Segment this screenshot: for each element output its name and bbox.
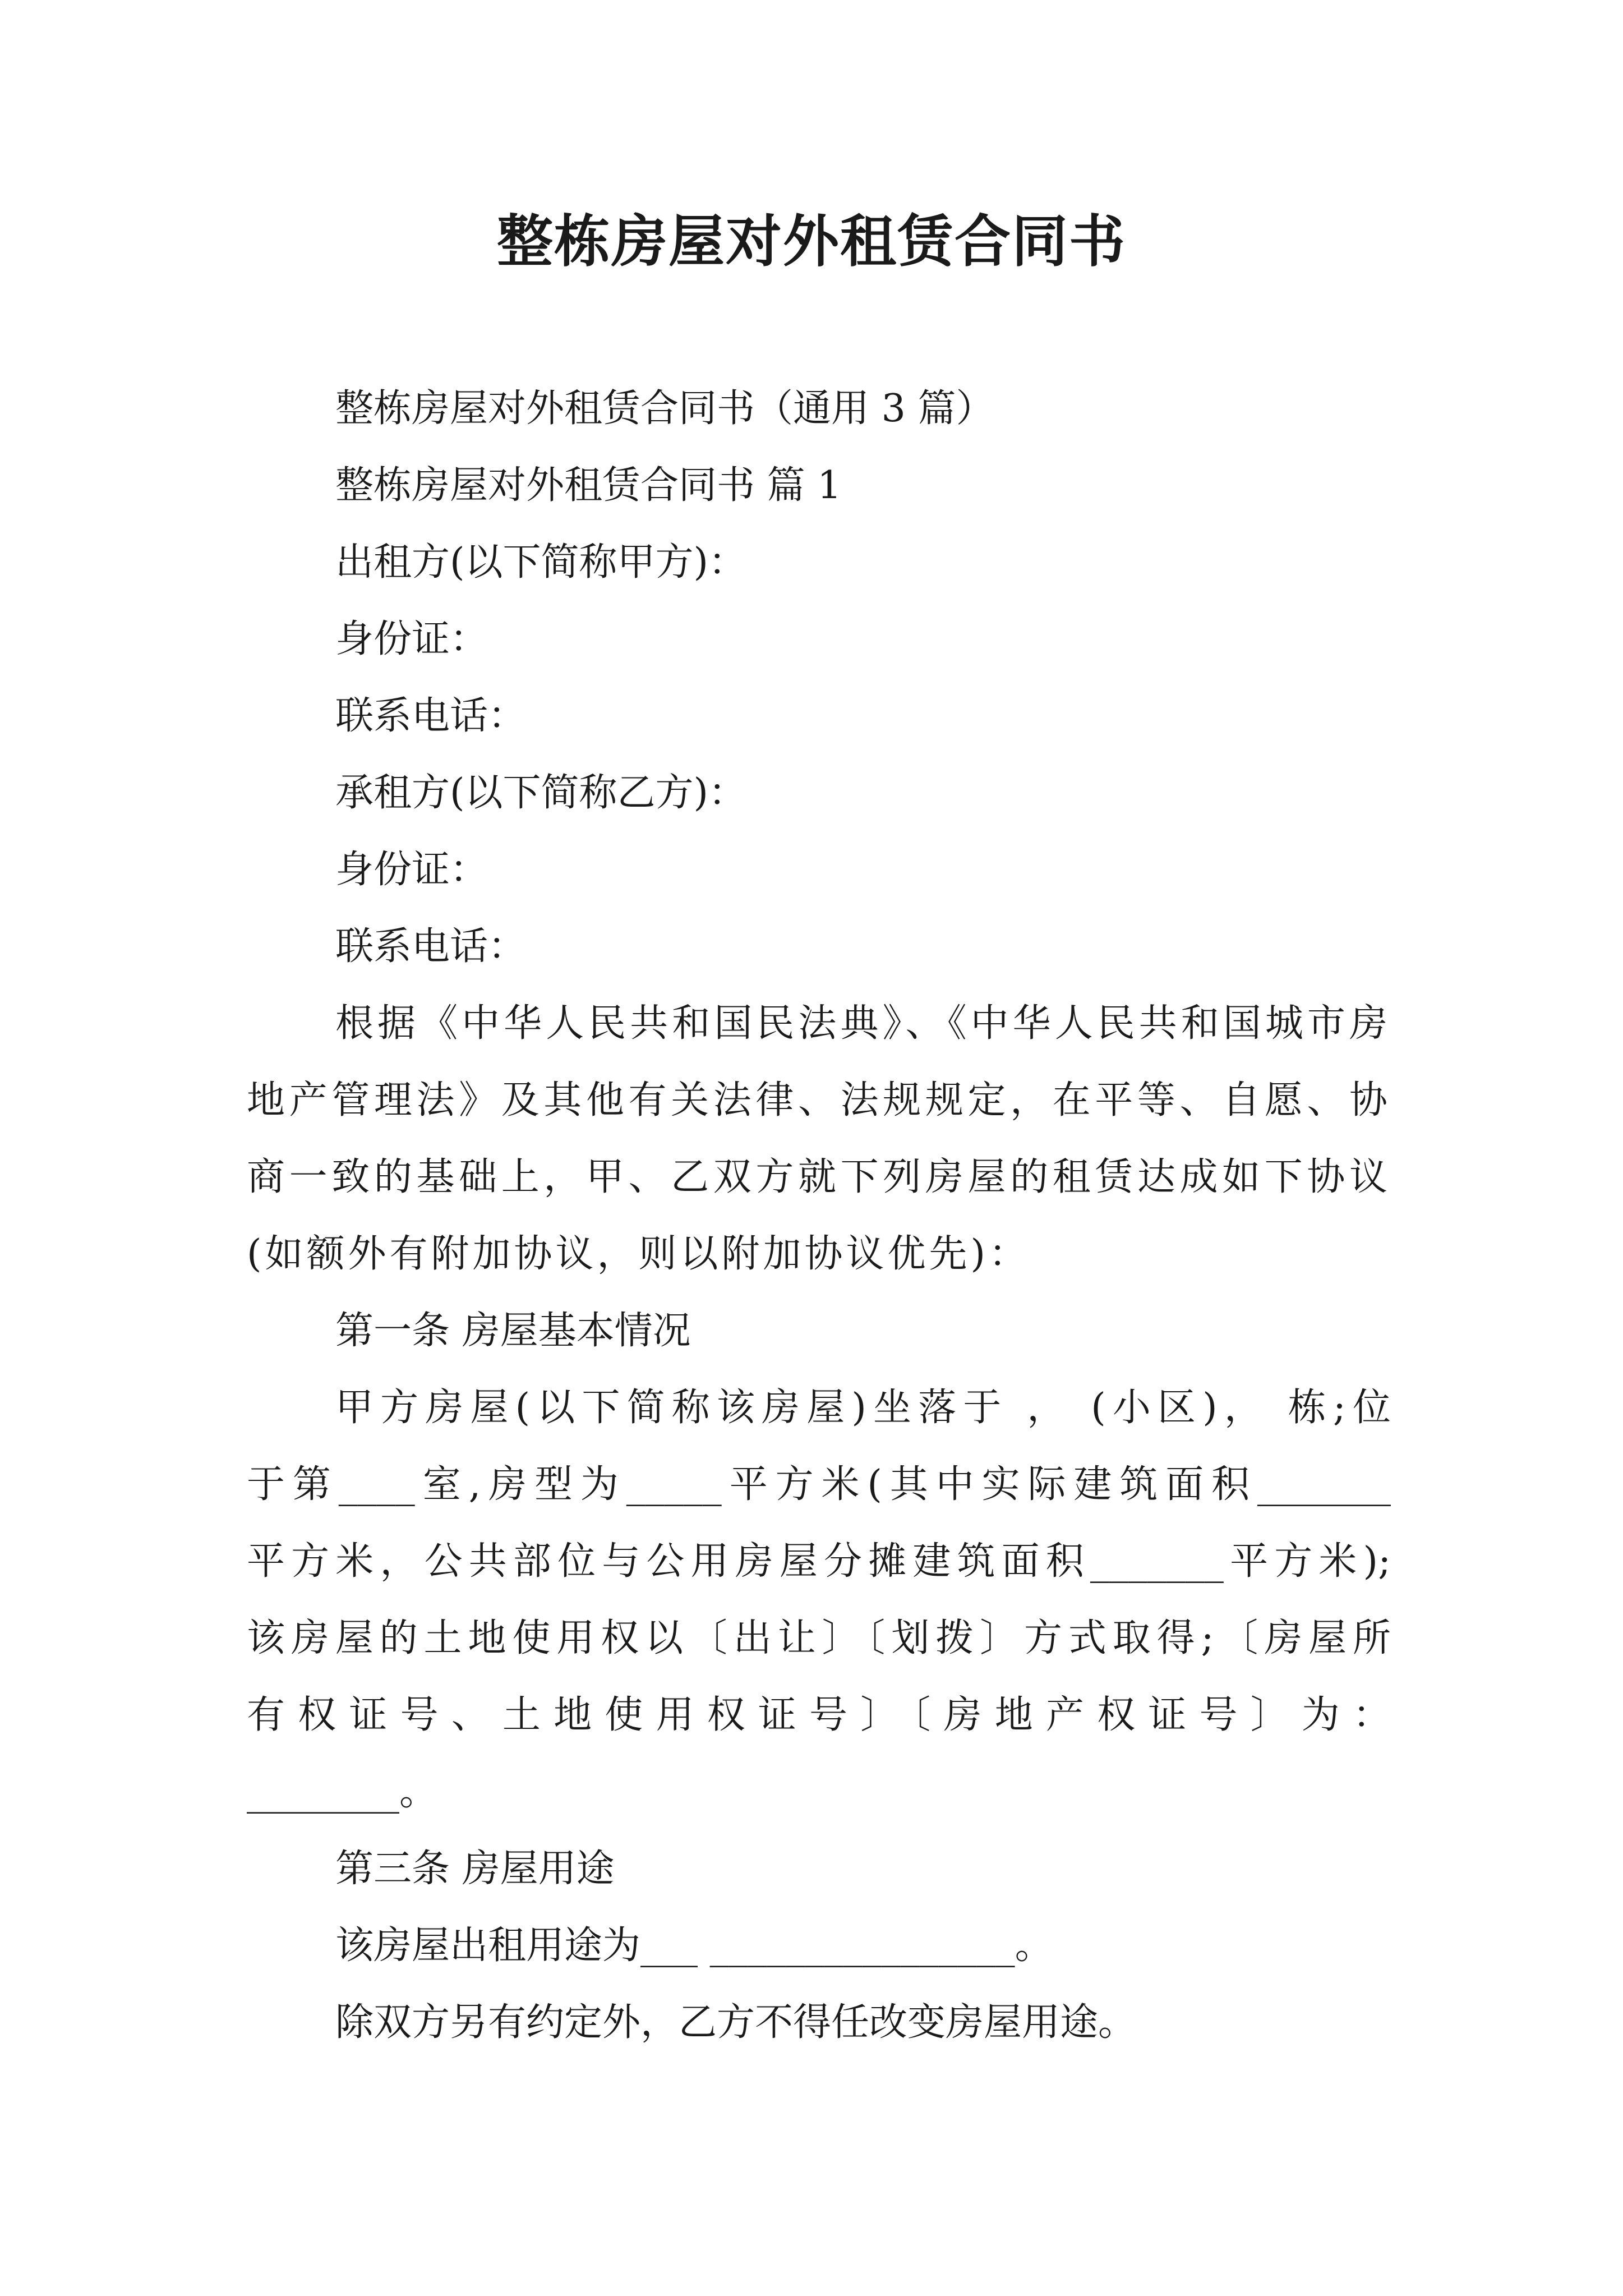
article1-line: ________。 [247,1770,438,1814]
article1-line: 有权证号、土地使用权证号〕〔房地产权证号〕为： [247,1693,1391,1737]
lessee-id-label: 身份证： [335,848,488,892]
section-heading: 整栋房屋对外租赁合同书 篇 1 [335,463,842,508]
preamble-paragraph: 根据《中华人民共和国民法典》、《中华人民共和国城市房地产管理法》及其他有关法律、法规规定，在平等、自愿、协商一致的基础上，甲、乙双方就下列房屋的租赁达成如下协议(如额外有附加协议，则以附加协议优先)： [247,1001,1391,1276]
article3-heading: 第三条 房屋用途 [335,1847,615,1891]
lessor-phone-label: 联系电话： [335,694,527,738]
article3-line: 该房屋出租用途为___ ________________。 [335,1924,1053,1968]
article3-line: 除双方另有约定外，乙方不得任改变房屋用途。 [335,2000,1137,2045]
lessor-id-label: 身份证： [335,617,488,661]
article1-line: 于第____室,房型为_____平方米(其中实际建筑面积_______ [247,1462,1391,1507]
lessee-label: 承租方(以下简称乙方)： [335,771,747,815]
lessee-phone-label: 联系电话： [335,924,527,969]
document-body [247,370,1391,2061]
article1-heading: 第一条 房屋基本情况 [335,1309,691,1353]
article1-line: 平方米，公共部位与公用房屋分摊建筑面积_______平方米); [247,1539,1391,1584]
article1-line: 甲方房屋(以下简称该房屋)坐落于 ， (小区)， 栋;位 [335,1386,1391,1430]
document-subtitle: 整栋房屋对外租赁合同书（通用 3 篇） [335,386,994,431]
lessor-label: 出租方(以下简称甲方)： [335,540,747,585]
document-title: 整栋房屋对外租赁合同书 [497,208,1126,274]
article1-line: 该房屋的土地使用权以〔出让〕〔划拨〕方式取得;〔房屋所 [247,1616,1391,1660]
